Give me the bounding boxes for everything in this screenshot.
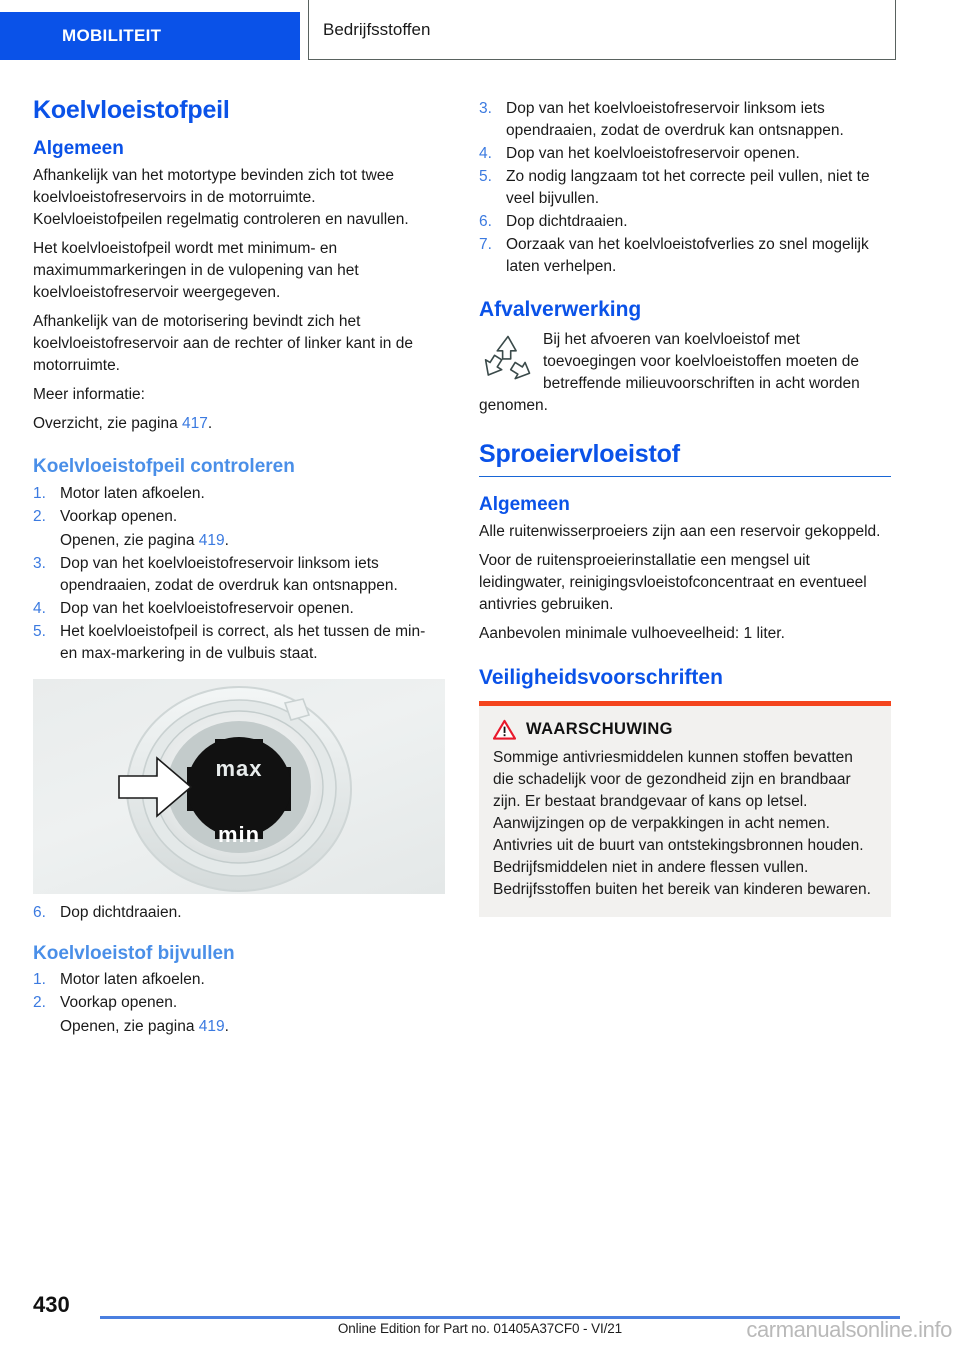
list-item-number: 3. (479, 100, 492, 117)
list-item (33, 506, 445, 552)
warning-header (493, 719, 877, 740)
paragraph: Alle ruitenwisserproeiers zijn aan een reservoir gekoppeld. (479, 523, 881, 540)
list-item-text: Het koelvloeistofpeil is correct, als het tussen de min- en max-markering in de vulbuis staat. (60, 622, 426, 662)
recycle-icon (481, 332, 535, 384)
steps-list-bijvullen-continued (479, 98, 891, 278)
heading-algemeen: Algemeen (33, 138, 124, 159)
list-item-number: 6. (33, 903, 46, 921)
list-item-text: Oorzaak van het koelvloeistofverlies zo snel mogelijk laten verhelpen. (506, 236, 869, 275)
list-item-subreference (60, 1016, 445, 1038)
list-item-number: 4. (33, 599, 46, 617)
list-item (33, 902, 445, 924)
list-item-text: Dop dichtdraaien. (506, 213, 628, 230)
list-item-text: Dop dichtdraaien. (60, 903, 182, 921)
header-chapter-label: MOBILITEIT (62, 26, 162, 45)
cross-reference-suffix: . (224, 531, 229, 549)
section-title-sproeiervloeistof: Sproeiervloeistof (479, 439, 891, 477)
list-item (479, 98, 891, 142)
list-item (33, 598, 445, 620)
steps-list-controleren (33, 483, 445, 665)
list-item-number: 6. (479, 213, 492, 230)
list-item (33, 969, 445, 991)
page-reference-link[interactable]: 419 (198, 1018, 225, 1036)
page-number: 430 (33, 1292, 70, 1317)
left-column (33, 95, 445, 1044)
list-item-number: 1. (33, 971, 46, 989)
list-item (33, 992, 445, 1038)
list-item-number: 5. (479, 168, 492, 185)
list-item-number: 2. (33, 994, 46, 1012)
warning-triangle-icon (493, 719, 516, 740)
list-item-text: Motor laten afkoelen. (60, 484, 205, 502)
steps-list-bijvullen (33, 969, 445, 1038)
list-item-number: 4. (479, 145, 492, 162)
warning-label: WAARSCHUWING (526, 720, 673, 739)
list-item-number: 5. (33, 622, 46, 640)
footer-edition-note: Online Edition for Part no. 01405A37CF0 - VI/21 (337, 1321, 623, 1336)
cross-reference-suffix: . (224, 1018, 229, 1036)
svg-text:max: max (215, 755, 263, 781)
list-item-number: 7. (479, 236, 492, 253)
list-item (479, 143, 891, 165)
list-item (479, 166, 891, 210)
header-section-label: Bedrijfsstoffen (323, 19, 431, 39)
warning-box (479, 701, 891, 917)
list-item-text: Motor laten afkoelen. (60, 971, 205, 989)
list-item-text: Voorkap openen. (60, 507, 178, 525)
page-header (0, 0, 960, 72)
list-item-text: Zo nodig langzaam tot het correcte peil vullen, niet te veel bijvullen. (506, 168, 870, 207)
list-item-text: Dop van het koelvloeistofreservoir openen. (60, 599, 354, 617)
cross-reference-suffix: . (207, 414, 213, 432)
page-footer (0, 1272, 960, 1362)
list-item-number: 1. (33, 484, 46, 502)
svg-text:min: min (217, 821, 261, 847)
paragraph: Afhankelijk van de motorisering bevindt zich het koelvloeistofreservoir aan de rechter of linker kant in de motorruimte. (33, 312, 413, 374)
list-item-number: 3. (33, 554, 46, 572)
list-item-number: 2. (33, 507, 46, 525)
recycling-note-text: Bij het afvoeren van koelvloeistof met toevoegingen voor koelvloeistoffen moeten de betreffende milieuvoorschriften in acht worden genomen. (479, 331, 860, 415)
warning-text: Sommige antivriesmiddelen kunnen stoffen bevatten die schadelijk voor de gezondheid zijn en brandbaar zijn. Er bestaat brandgevaar of kans op letsel. Aanwijzingen op de verpakkingen in acht nemen. Antivries uit de buurt van ontstekingsbronnen houden. Bedrijfsmiddelen niet in andere flessen vullen. Bedrijfsstoffen buiten het bereik van kinderen bewaren. (493, 749, 871, 899)
cross-reference-overview (33, 413, 445, 435)
right-column (479, 95, 891, 917)
coolant-reservoir-figure (33, 679, 445, 894)
paragraph: Meer informatie: (33, 385, 145, 403)
cross-reference-prefix: Openen, zie pagina (60, 1018, 199, 1036)
list-item-text: Dop van het koelvloeistofreservoir linksom iets opendraaien, zodat de overdruk kan ontsnappen. (506, 100, 844, 139)
list-item (33, 553, 445, 597)
cross-reference-prefix: Overzicht, zie pagina (33, 414, 183, 432)
list-item-text: Dop van het koelvloeistofreservoir linksom iets opendraaien, zodat de overdruk kan ontsnappen. (60, 554, 398, 594)
header-chapter-tab[interactable] (0, 12, 300, 60)
list-item-text: Voorkap openen. (60, 994, 178, 1012)
page-reference-link[interactable]: 419 (198, 531, 225, 549)
heading-veiligheidsvoorschriften: Veiligheidsvoorschriften (479, 666, 723, 689)
list-item (33, 621, 445, 665)
list-item (479, 211, 891, 233)
steps-list-after-figure (33, 902, 445, 924)
recycling-note (479, 329, 891, 417)
paragraph: Het koelvloeistofpeil wordt met minimum- en maximummarkeringen in de vulopening van het koelvloeistofreservoir weergegeven. (33, 239, 359, 301)
watermark-text: carmanualsonline.info (746, 1317, 952, 1342)
heading-koelvloeistofpeil-controleren: Koelvloeistofpeil controleren (33, 455, 295, 477)
heading-koelvloeistof-bijvullen: Koelvloeistof bijvullen (33, 942, 235, 964)
list-item (33, 483, 445, 505)
page-reference-link[interactable]: 417 (182, 414, 208, 432)
list-item-subreference (60, 530, 445, 552)
header-section-tab[interactable] (308, 0, 896, 60)
paragraph: Afhankelijk van het motortype bevinden zich tot twee koelvloeistofreservoirs in de motorruimte. Koelvloeistofpeilen regelmatig controleren en navullen. (33, 166, 409, 228)
list-item-text: Dop van het koelvloeistofreservoir openen. (506, 145, 800, 162)
list-item (479, 234, 891, 278)
heading-sproeier-algemeen: Algemeen (479, 494, 570, 516)
paragraph: Voor de ruitensproeierinstallatie een mengsel uit leidingwater, reinigingsvloeistofconcentraat en eventueel antivries gebruiken. (479, 552, 867, 613)
paragraph: Aanbevolen minimale vulhoeveelheid: 1 liter. (479, 625, 785, 642)
cross-reference-prefix: Openen, zie pagina (60, 531, 199, 549)
page-title: Koelvloeistofpeil (33, 96, 230, 124)
heading-afvalverwerking: Afvalverwerking (479, 298, 642, 321)
coolant-reservoir-cap-icon (33, 679, 445, 894)
